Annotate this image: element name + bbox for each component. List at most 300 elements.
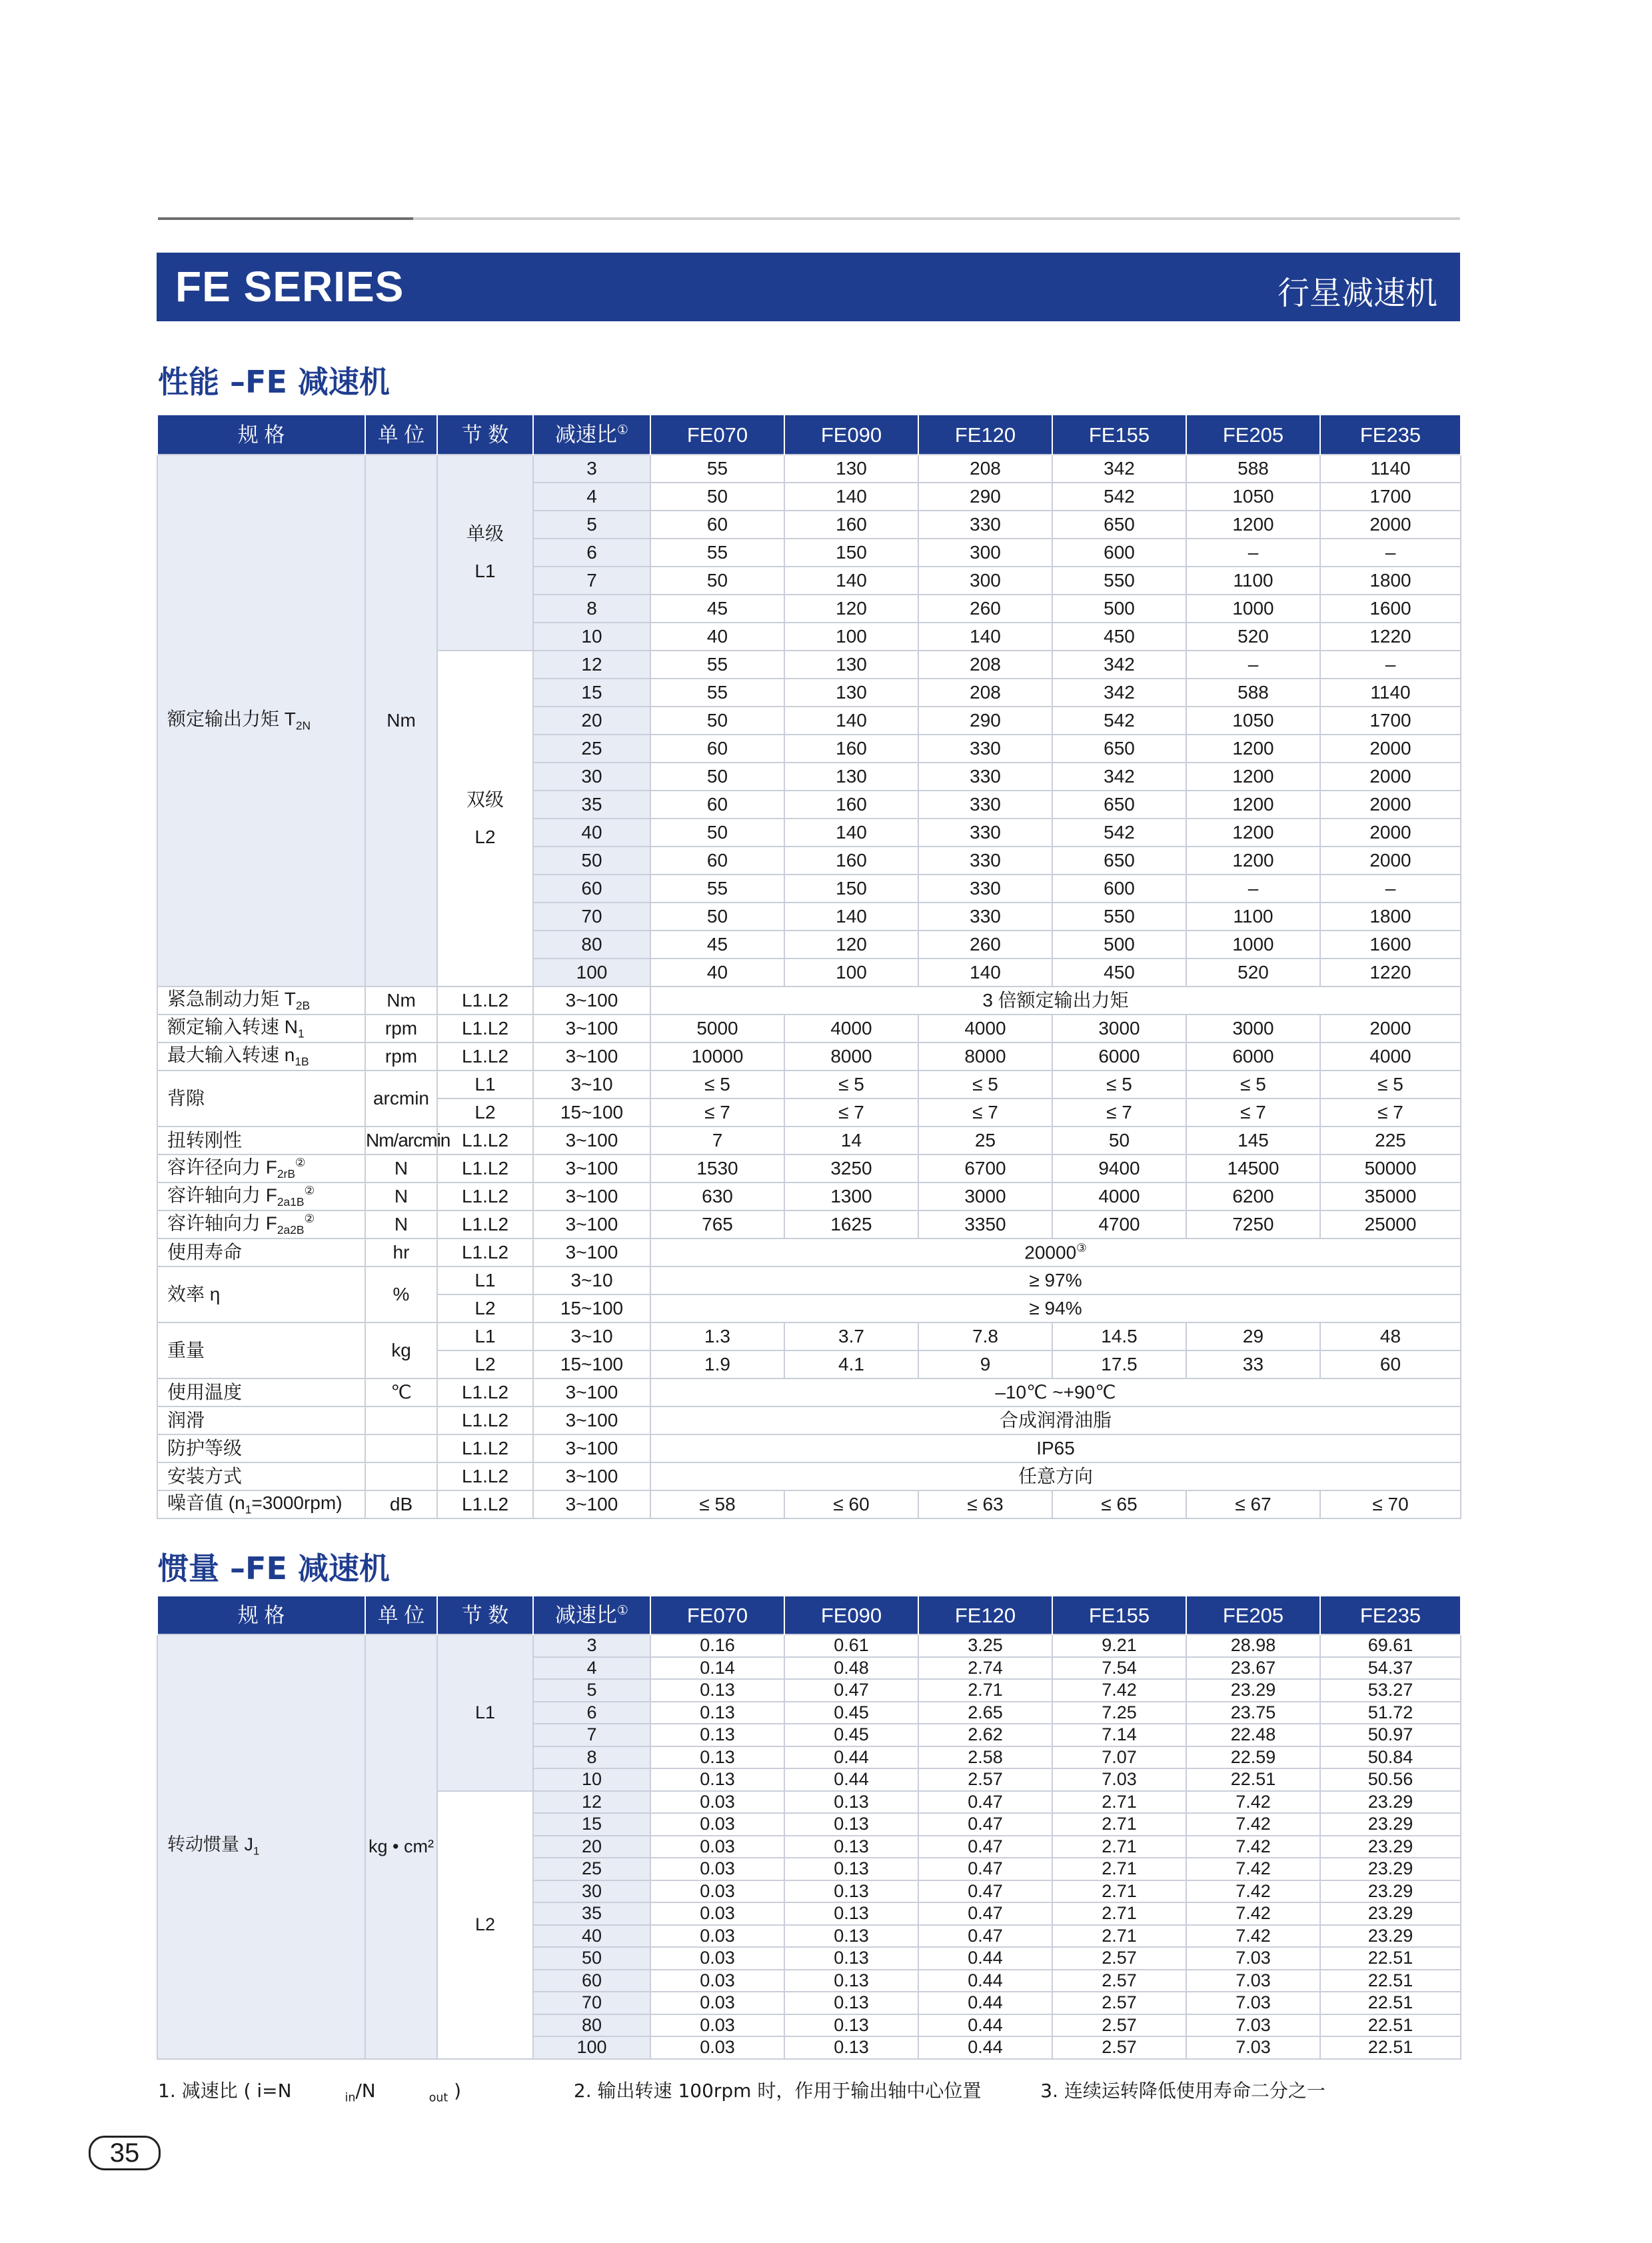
value-cell: 542 — [1052, 707, 1186, 735]
value-cell: 4000 — [1320, 1043, 1461, 1071]
value-cell: ≤ 7 — [650, 1099, 784, 1126]
value-cell: 3250 — [784, 1154, 918, 1182]
value-cell: 1200 — [1186, 763, 1320, 791]
value-cell: 1600 — [1320, 595, 1461, 623]
unit-cell: kg — [365, 1322, 437, 1378]
value-cell: 0.13 — [784, 1791, 918, 1814]
row-label: 额定输入转速 $N_1$ — [157, 1015, 365, 1043]
value-cell: 260 — [918, 595, 1052, 623]
value-cell: 0.13 — [784, 1836, 918, 1858]
table-row — [157, 1322, 1461, 1350]
value-cell: 55 — [650, 539, 784, 567]
value-cell: 300 — [918, 567, 1052, 595]
unit-cell: Nm — [365, 455, 437, 987]
value-cell: ≤ 65 — [1052, 1490, 1186, 1518]
value-cell: 60 — [650, 847, 784, 875]
value-cell: 330 — [918, 847, 1052, 875]
value-cell: 28.98 — [1186, 1634, 1320, 1657]
header-model: FE155 — [1052, 1596, 1186, 1634]
table-row — [157, 987, 1461, 1015]
value-cell: 1000 — [1186, 931, 1320, 959]
value-cell: 145 — [1186, 1126, 1320, 1154]
row-label: 紧急制动力矩 $T_{2B}$ — [157, 987, 365, 1015]
value-cell: 7.03 — [1186, 2014, 1320, 2037]
value-cell: 23.67 — [1186, 1657, 1320, 1680]
ratio-cell: 8 — [533, 1746, 650, 1769]
value-cell: 54.37 — [1320, 1657, 1461, 1680]
value-cell: 0.03 — [650, 1902, 784, 1925]
stage-cell: L2 — [437, 1294, 533, 1322]
value-cell: 55 — [650, 455, 784, 483]
value-cell: 542 — [1052, 483, 1186, 511]
value-cell: ≤ 63 — [918, 1490, 1052, 1518]
value-cell: 10000 — [650, 1043, 784, 1071]
header-stage: 节 数 — [437, 1596, 533, 1634]
value-cell: 1530 — [650, 1154, 784, 1182]
ratio-cell: 25 — [533, 1858, 650, 1880]
value-cell: ≤ 60 — [784, 1490, 918, 1518]
value-cell: 50.97 — [1320, 1724, 1461, 1746]
stage-cell: L1.L2 — [437, 1434, 533, 1462]
table-row — [157, 1182, 1461, 1210]
value-cell: 330 — [918, 763, 1052, 791]
table-row — [157, 1071, 1461, 1099]
merged-value-cell: ≥ 94% — [650, 1294, 1461, 1322]
ratio-cell: 15~100 — [533, 1350, 650, 1378]
value-cell: 3000 — [1052, 1015, 1186, 1043]
value-cell: 0.47 — [918, 1836, 1052, 1858]
ratio-cell: 15~100 — [533, 1099, 650, 1126]
merged-value-cell: 合成润滑油脂 — [650, 1406, 1461, 1434]
value-cell: 450 — [1052, 959, 1186, 987]
value-cell: 260 — [918, 931, 1052, 959]
ratio-cell: 10 — [533, 623, 650, 651]
value-cell: 520 — [1186, 623, 1320, 651]
value-cell: 6000 — [1186, 1043, 1320, 1071]
value-cell: – — [1186, 539, 1320, 567]
value-cell: 1140 — [1320, 455, 1461, 483]
value-cell: 7.54 — [1052, 1657, 1186, 1680]
value-cell: 4000 — [1052, 1182, 1186, 1210]
value-cell: 1200 — [1186, 511, 1320, 539]
value-cell: ≤ 5 — [918, 1071, 1052, 1099]
series-banner — [157, 253, 1460, 321]
value-cell: 0.13 — [784, 1947, 918, 1970]
unit-cell: % — [365, 1266, 437, 1322]
value-cell: 35000 — [1320, 1182, 1461, 1210]
unit-cell: rpm — [365, 1015, 437, 1043]
value-cell: 208 — [918, 651, 1052, 679]
value-cell: 22.51 — [1320, 1947, 1461, 1970]
ratio-cell: 3~10 — [533, 1071, 650, 1099]
value-cell: 2.57 — [1052, 1992, 1186, 2014]
unit-cell: hr — [365, 1238, 437, 1266]
header-model: FE155 — [1052, 415, 1186, 455]
value-cell: 0.47 — [918, 1791, 1052, 1814]
value-cell: 630 — [650, 1182, 784, 1210]
value-cell: 2000 — [1320, 763, 1461, 791]
value-cell: 7.42 — [1186, 1902, 1320, 1925]
value-cell: 9 — [918, 1350, 1052, 1378]
value-cell: 22.59 — [1186, 1746, 1320, 1769]
header-unit: 单 位 — [365, 415, 437, 455]
header-model: FE205 — [1186, 1596, 1320, 1634]
value-cell: ≤ 7 — [1052, 1099, 1186, 1126]
value-cell: 40 — [650, 959, 784, 987]
header-model: FE090 — [784, 1596, 918, 1634]
value-cell: 1.9 — [650, 1350, 784, 1378]
performance-title: 性能 –FE 减速机 — [158, 364, 390, 400]
stage-cell: 单级 L1 — [437, 455, 533, 651]
value-cell: 342 — [1052, 455, 1186, 483]
unit-cell — [365, 1462, 437, 1490]
value-cell: 330 — [918, 511, 1052, 539]
value-cell: 0.03 — [650, 1791, 784, 1814]
value-cell: 22.51 — [1320, 2036, 1461, 2059]
value-cell: 4.1 — [784, 1350, 918, 1378]
value-cell: 14500 — [1186, 1154, 1320, 1182]
ratio-cell: 3~100 — [533, 1154, 650, 1182]
merged-value-cell: IP65 — [650, 1434, 1461, 1462]
header-model: FE205 — [1186, 415, 1320, 455]
row-label: 防护等级 — [157, 1434, 365, 1462]
header-model: FE235 — [1320, 415, 1461, 455]
value-cell: 1800 — [1320, 903, 1461, 931]
ratio-cell: 3~100 — [533, 1238, 650, 1266]
merged-value-cell: –10℃ ~+90℃ — [650, 1378, 1461, 1406]
value-cell: 140 — [784, 903, 918, 931]
merged-value-cell: 3 倍额定输出力矩 — [650, 987, 1461, 1015]
value-cell: 55 — [650, 679, 784, 707]
stage-cell: L1 — [437, 1322, 533, 1350]
ratio-cell: 4 — [533, 1657, 650, 1680]
value-cell: 160 — [784, 847, 918, 875]
table-row — [157, 1154, 1461, 1182]
row-label: 重量 — [157, 1322, 365, 1378]
value-cell: ≤ 67 — [1186, 1490, 1320, 1518]
value-cell: 3.25 — [918, 1634, 1052, 1657]
footnote-2: 2. 输出转速 100rpm 时，作用于输出轴中心位置 — [573, 2080, 982, 2102]
header-spec: 规 格 — [157, 1596, 365, 1634]
value-cell: 0.47 — [918, 1902, 1052, 1925]
header-model: FE070 — [650, 415, 784, 455]
unit-cell — [365, 1406, 437, 1434]
stage-cell: L1 — [437, 1634, 533, 1791]
value-cell: 130 — [784, 455, 918, 483]
value-cell: 53.27 — [1320, 1679, 1461, 1702]
row-label: 使用温度 — [157, 1378, 365, 1406]
unit-cell: dB — [365, 1490, 437, 1518]
value-cell: 2.71 — [1052, 1925, 1186, 1948]
value-cell: 2.71 — [1052, 1858, 1186, 1880]
value-cell: 0.13 — [650, 1702, 784, 1724]
stage-cell: L1.L2 — [437, 987, 533, 1015]
header-model: FE090 — [784, 415, 918, 455]
value-cell: 22.51 — [1320, 1992, 1461, 2014]
value-cell: 0.44 — [918, 2014, 1052, 2037]
table-row — [157, 1015, 1461, 1043]
value-cell: 0.13 — [784, 2014, 918, 2037]
value-cell: 0.13 — [784, 2036, 918, 2059]
ratio-cell: 3~100 — [533, 1490, 650, 1518]
header-model: FE120 — [918, 415, 1052, 455]
value-cell: 2.74 — [918, 1657, 1052, 1680]
value-cell: 6700 — [918, 1154, 1052, 1182]
value-cell: 22.51 — [1186, 1768, 1320, 1791]
value-cell: 0.13 — [784, 1925, 918, 1948]
value-cell: ≤ 58 — [650, 1490, 784, 1518]
value-cell: 140 — [784, 819, 918, 847]
value-cell: 130 — [784, 651, 918, 679]
value-cell: 0.03 — [650, 1947, 784, 1970]
value-cell: 1700 — [1320, 483, 1461, 511]
stage-cell: L1.L2 — [437, 1043, 533, 1071]
value-cell: 120 — [784, 595, 918, 623]
value-cell: 290 — [918, 707, 1052, 735]
value-cell: 0.45 — [784, 1724, 918, 1746]
value-cell: ≤ 5 — [1052, 1071, 1186, 1099]
value-cell: 140 — [918, 623, 1052, 651]
ratio-cell: 3~10 — [533, 1266, 650, 1294]
stage-cell: L2 — [437, 1791, 533, 2059]
value-cell: 29 — [1186, 1322, 1320, 1350]
value-cell: 7.03 — [1186, 1970, 1320, 1992]
value-cell: ≤ 5 — [784, 1071, 918, 1099]
value-cell: 0.47 — [918, 1925, 1052, 1948]
ratio-cell: 3~100 — [533, 1378, 650, 1406]
value-cell: 0.47 — [918, 1813, 1052, 1836]
value-cell: 650 — [1052, 847, 1186, 875]
header-ratio: 减速比① — [533, 415, 650, 455]
value-cell: 2000 — [1320, 511, 1461, 539]
ratio-cell: 70 — [533, 1992, 650, 2014]
value-cell: 0.13 — [784, 1880, 918, 1903]
value-cell: 330 — [918, 903, 1052, 931]
ratio-cell: 10 — [533, 1768, 650, 1791]
value-cell: 22.48 — [1186, 1724, 1320, 1746]
value-cell: 25 — [918, 1126, 1052, 1154]
value-cell: 0.03 — [650, 1836, 784, 1858]
value-cell: 0.47 — [918, 1858, 1052, 1880]
value-cell: ≤ 5 — [1186, 1071, 1320, 1099]
ratio-cell: 5 — [533, 1679, 650, 1702]
value-cell: 2.58 — [918, 1746, 1052, 1769]
value-cell: 342 — [1052, 763, 1186, 791]
unit-cell: N — [365, 1154, 437, 1182]
value-cell: 0.44 — [918, 1947, 1052, 1970]
value-cell: – — [1320, 539, 1461, 567]
unit-cell: N — [365, 1182, 437, 1210]
ratio-cell: 3~100 — [533, 1406, 650, 1434]
value-cell: 50 — [650, 707, 784, 735]
value-cell: 50 — [650, 483, 784, 511]
value-cell: 0.13 — [650, 1679, 784, 1702]
value-cell: 550 — [1052, 903, 1186, 931]
value-cell: 342 — [1052, 651, 1186, 679]
value-cell: 22.51 — [1320, 1970, 1461, 1992]
value-cell: ≤ 7 — [784, 1099, 918, 1126]
inertia-title: 惯量 –FE 减速机 — [158, 1550, 390, 1586]
ratio-cell: 25 — [533, 735, 650, 763]
value-cell: 0.14 — [650, 1657, 784, 1680]
value-cell: 650 — [1052, 511, 1186, 539]
value-cell: 1.3 — [650, 1322, 784, 1350]
value-cell: 0.44 — [918, 1970, 1052, 1992]
ratio-cell: 3~100 — [533, 1043, 650, 1071]
value-cell: 0.47 — [784, 1679, 918, 1702]
header-model: FE235 — [1320, 1596, 1461, 1634]
value-cell: 450 — [1052, 623, 1186, 651]
value-cell: 45 — [650, 595, 784, 623]
value-cell: 6200 — [1186, 1182, 1320, 1210]
page-number: 35 — [89, 2136, 161, 2170]
value-cell: 23.75 — [1186, 1702, 1320, 1724]
value-cell: 4700 — [1052, 1210, 1186, 1238]
value-cell: 50.84 — [1320, 1746, 1461, 1769]
value-cell: 9400 — [1052, 1154, 1186, 1182]
value-cell: 60 — [650, 791, 784, 819]
ratio-cell: 6 — [533, 1702, 650, 1724]
value-cell: ≤ 5 — [1320, 1071, 1461, 1099]
ratio-cell: 3~10 — [533, 1322, 650, 1350]
value-cell: 0.13 — [650, 1768, 784, 1791]
value-cell: 2.62 — [918, 1724, 1052, 1746]
value-cell: 7.07 — [1052, 1746, 1186, 1769]
value-cell: 0.03 — [650, 1880, 784, 1903]
value-cell: 7.03 — [1186, 2036, 1320, 2059]
ratio-cell: 12 — [533, 1791, 650, 1814]
value-cell: 7.42 — [1052, 1679, 1186, 1702]
merged-value-cell: 任意方向 — [650, 1462, 1461, 1490]
value-cell: 0.03 — [650, 1992, 784, 2014]
value-cell: 120 — [784, 931, 918, 959]
value-cell: 50 — [650, 567, 784, 595]
value-cell: 50 — [650, 819, 784, 847]
ratio-cell: 3 — [533, 455, 650, 483]
value-cell: 7.42 — [1186, 1858, 1320, 1880]
value-cell: 60 — [1320, 1350, 1461, 1378]
value-cell: 0.16 — [650, 1634, 784, 1657]
table-row — [157, 1043, 1461, 1071]
stage-cell: L2 — [437, 1350, 533, 1378]
value-cell: 588 — [1186, 679, 1320, 707]
value-cell: 2000 — [1320, 847, 1461, 875]
value-cell: 600 — [1052, 875, 1186, 903]
value-cell: 1050 — [1186, 707, 1320, 735]
value-cell: 160 — [784, 791, 918, 819]
value-cell: 2.57 — [1052, 1947, 1186, 1970]
header-spec: 规 格 — [157, 415, 365, 455]
value-cell: 22.51 — [1320, 2014, 1461, 2037]
value-cell: 2000 — [1320, 819, 1461, 847]
stage-cell: L1.L2 — [437, 1462, 533, 1490]
row-label: 转动惯量 $J_1$ — [157, 1634, 365, 2059]
value-cell: 1625 — [784, 1210, 918, 1238]
stage-cell: L1.L2 — [437, 1210, 533, 1238]
unit-cell: Nm — [365, 987, 437, 1015]
value-cell: 50 — [1052, 1126, 1186, 1154]
value-cell: 588 — [1186, 455, 1320, 483]
value-cell: 51.72 — [1320, 1702, 1461, 1724]
ratio-cell: 50 — [533, 1947, 650, 1970]
value-cell: 6000 — [1052, 1043, 1186, 1071]
value-cell: 8000 — [918, 1043, 1052, 1071]
ratio-cell: 4 — [533, 483, 650, 511]
value-cell: 2.71 — [1052, 1813, 1186, 1836]
value-cell: – — [1320, 651, 1461, 679]
value-cell: 140 — [784, 707, 918, 735]
value-cell: ≤ 7 — [918, 1099, 1052, 1126]
table-row — [157, 1126, 1461, 1154]
value-cell: 500 — [1052, 931, 1186, 959]
value-cell: 4000 — [918, 1015, 1052, 1043]
value-cell: 130 — [784, 679, 918, 707]
unit-cell: rpm — [365, 1043, 437, 1071]
row-label: 容许轴向力 $F_{2a2B}^②$ — [157, 1210, 365, 1238]
stage-cell: L1.L2 — [437, 1490, 533, 1518]
footnote-3: 3. 连续运转降低使用寿命二分之一 — [1040, 2080, 1325, 2102]
value-cell: 160 — [784, 511, 918, 539]
value-cell: 0.44 — [784, 1746, 918, 1769]
value-cell: 69.61 — [1320, 1634, 1461, 1657]
value-cell: 2000 — [1320, 791, 1461, 819]
ratio-cell: 80 — [533, 931, 650, 959]
value-cell: 150 — [784, 539, 918, 567]
value-cell: 23.29 — [1320, 1836, 1461, 1858]
value-cell: 2.57 — [1052, 2014, 1186, 2037]
unit-cell: N — [365, 1210, 437, 1238]
merged-value-cell: ≥ 97% — [650, 1266, 1461, 1294]
value-cell: 8000 — [784, 1043, 918, 1071]
value-cell: 2.71 — [1052, 1836, 1186, 1858]
value-cell: 2.57 — [1052, 2036, 1186, 2059]
value-cell: 23.29 — [1320, 1858, 1461, 1880]
ratio-cell: 35 — [533, 1902, 650, 1925]
unit-cell: Nm/arcmin — [365, 1126, 437, 1154]
value-cell: 7 — [650, 1126, 784, 1154]
ratio-cell: 50 — [533, 847, 650, 875]
value-cell: 7.03 — [1052, 1768, 1186, 1791]
value-cell: 650 — [1052, 735, 1186, 763]
ratio-cell: 3~100 — [533, 1210, 650, 1238]
unit-cell — [365, 1434, 437, 1462]
value-cell: 5000 — [650, 1015, 784, 1043]
value-cell: 342 — [1052, 679, 1186, 707]
value-cell: 3350 — [918, 1210, 1052, 1238]
header-unit: 单 位 — [365, 1596, 437, 1634]
value-cell: 50 — [650, 763, 784, 791]
value-cell: 1220 — [1320, 959, 1461, 987]
ratio-cell: 15~100 — [533, 1294, 650, 1322]
ratio-cell: 60 — [533, 875, 650, 903]
header-ratio: 减速比① — [533, 1596, 650, 1634]
value-cell: 55 — [650, 875, 784, 903]
value-cell: 0.44 — [918, 2036, 1052, 2059]
footnote-1: 1. 减速比 ( i=N $_{in}$/N $_{out}$ ) — [158, 2080, 462, 2105]
ratio-cell: 3~100 — [533, 1015, 650, 1043]
ratio-cell: 30 — [533, 763, 650, 791]
performance-table — [157, 415, 1461, 1519]
value-cell: 0.03 — [650, 2036, 784, 2059]
ratio-cell: 80 — [533, 2014, 650, 2037]
top-rule-accent — [158, 217, 413, 220]
value-cell: 25000 — [1320, 1210, 1461, 1238]
table-row — [157, 1462, 1461, 1490]
header-model: FE070 — [650, 1596, 784, 1634]
value-cell: 17.5 — [1052, 1350, 1186, 1378]
value-cell: 140 — [784, 483, 918, 511]
ratio-cell: 70 — [533, 903, 650, 931]
